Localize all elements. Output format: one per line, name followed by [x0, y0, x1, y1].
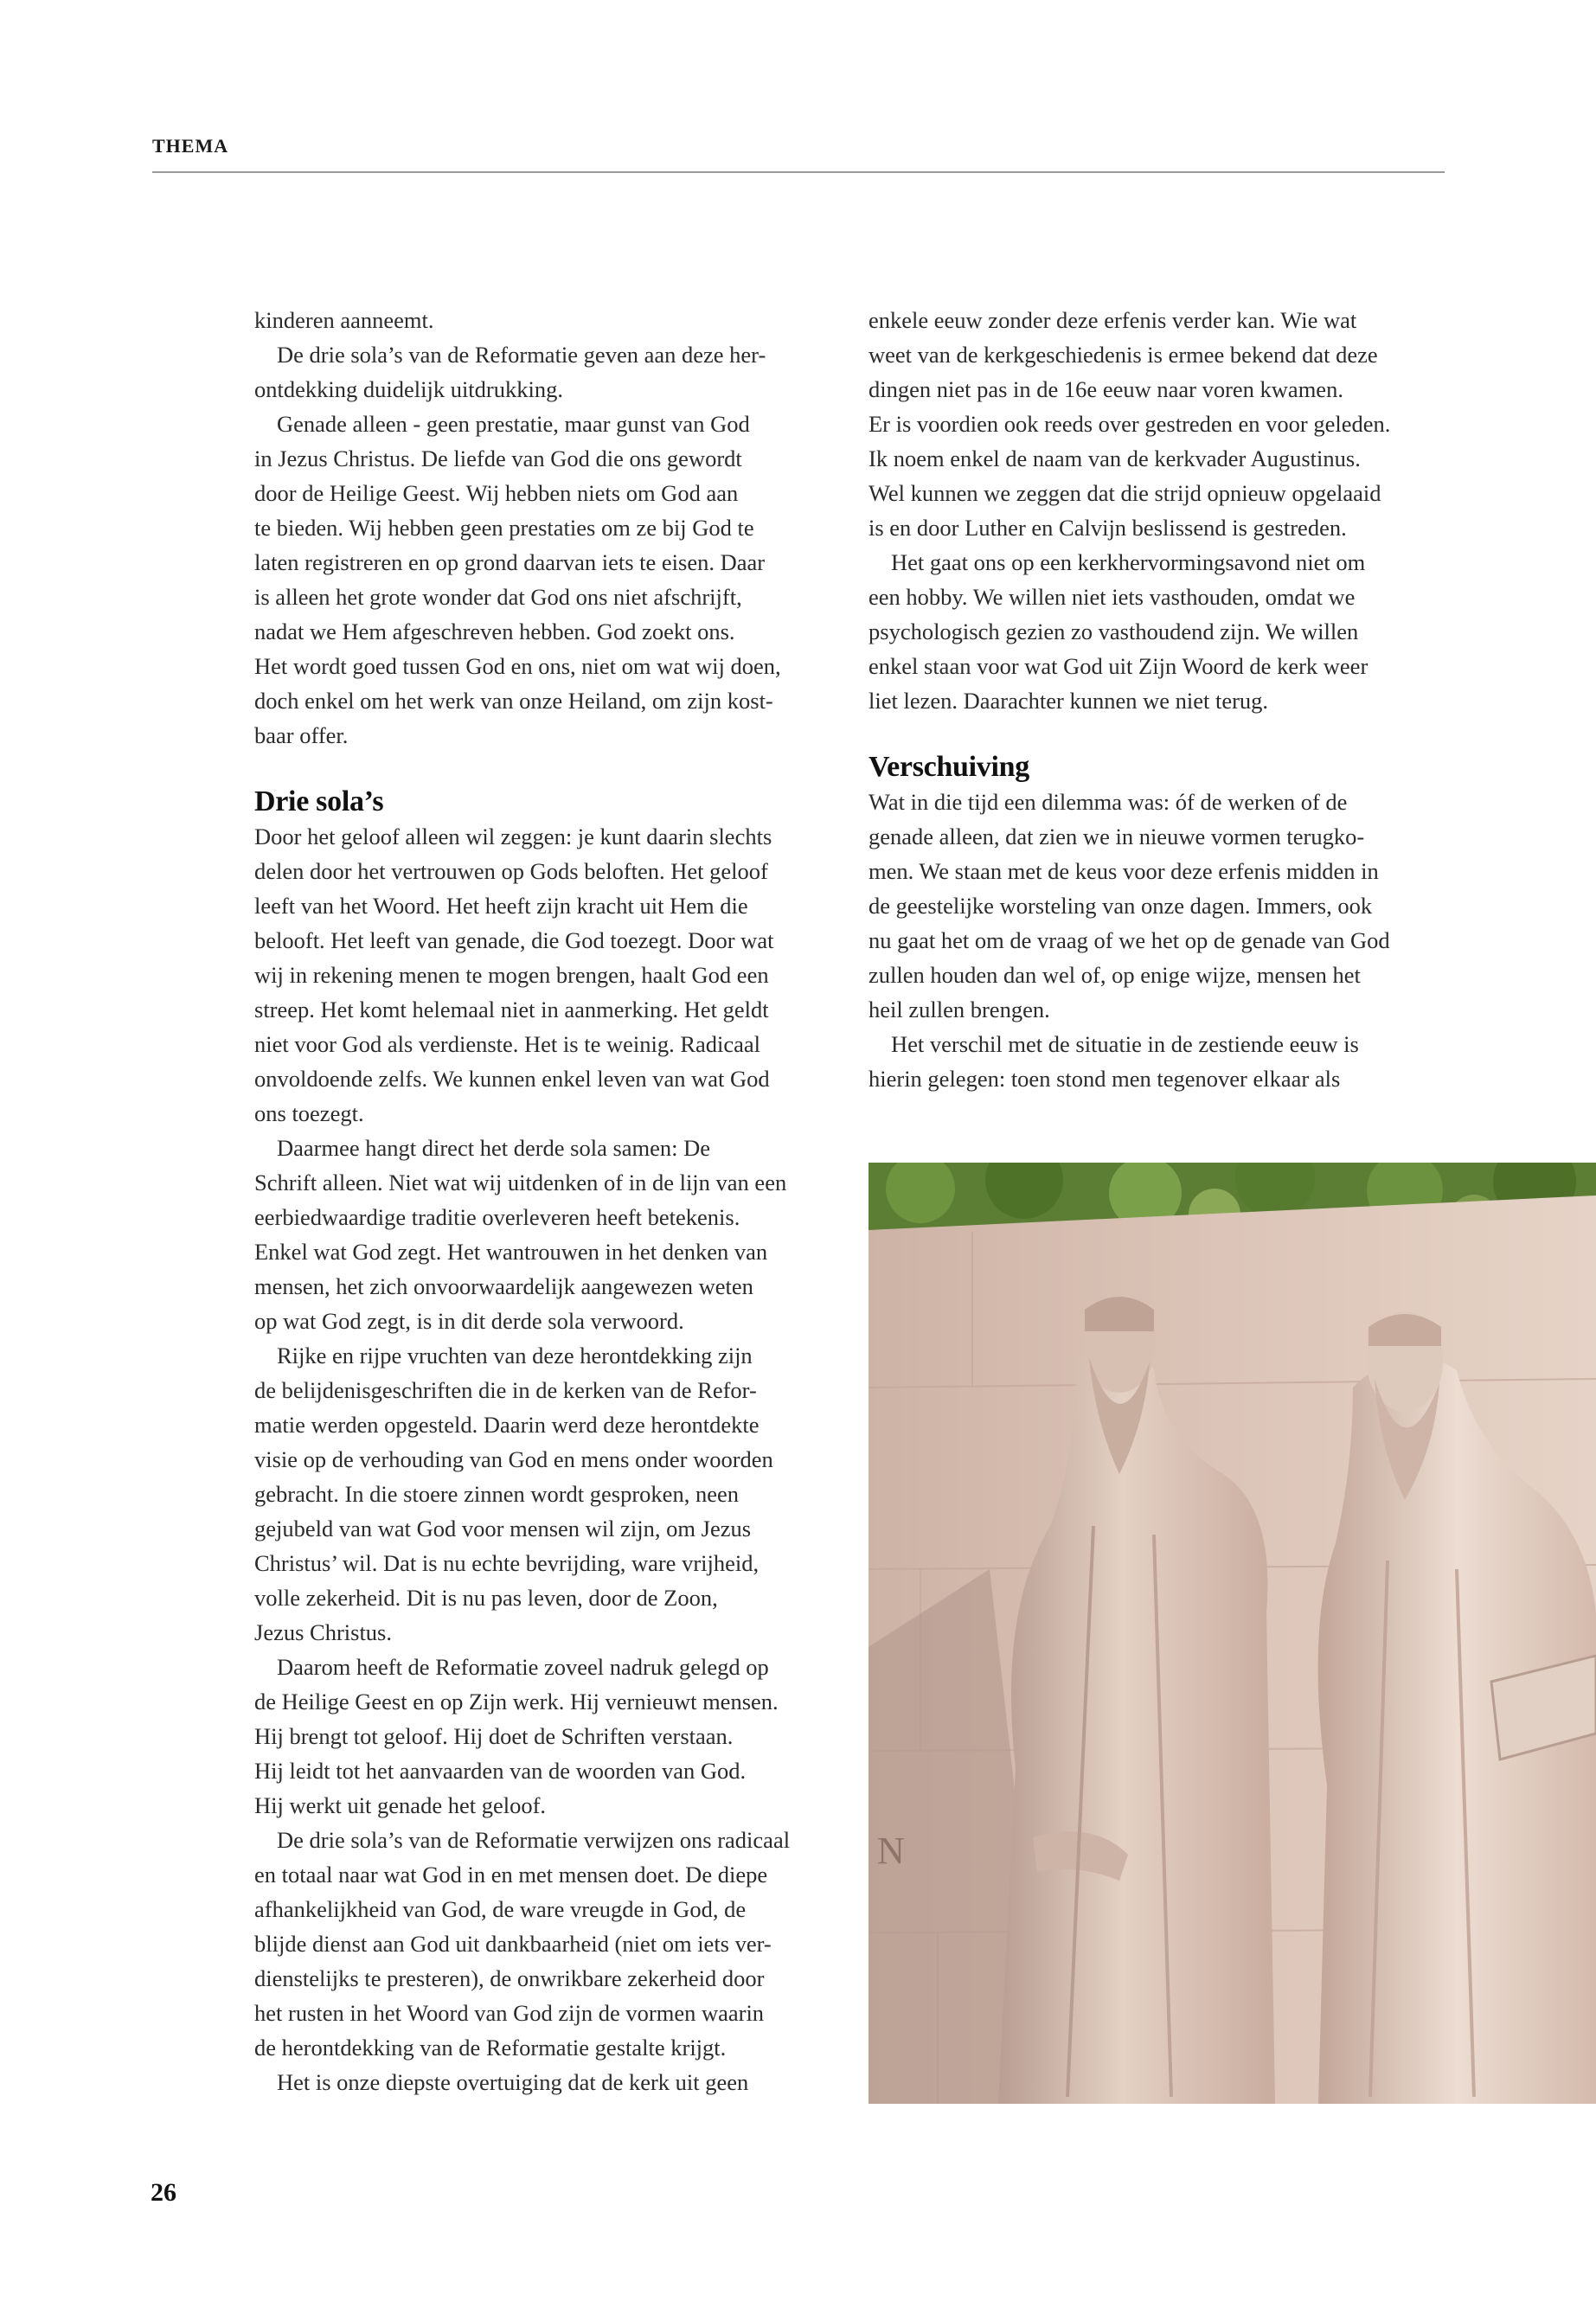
- body-text-line: door de Heilige Geest. Wij hebben niets om God aan: [254, 480, 739, 506]
- body-text-line: Wel kunnen we zeggen dat die strijd opnieuw opgelaaid: [869, 480, 1381, 506]
- body-text-line: de belijdenisgeschriften die in de kerken van de Refor-: [254, 1377, 757, 1403]
- body-text-line: Het gaat ons op een kerkhervormingsavond niet om: [891, 549, 1366, 575]
- body-text-line: men. We staan met de keus voor deze erfenis midden in: [869, 858, 1379, 884]
- body-text-line: Er is voordien ook reeds over gestreden en voor geleden.: [869, 411, 1391, 437]
- reformation-wall-photo: [869, 1163, 1596, 2104]
- body-text-line: mensen, het zich onvoorwaardelijk aangewezen weten: [254, 1273, 753, 1299]
- body-text-line: de herontdekking van de Reformatie gestalte krijgt.: [254, 2035, 727, 2061]
- body-text-line: volle zekerheid. Dit is nu pas leven, door de Zoon,: [254, 1585, 718, 1611]
- body-text-line: enkel staan voor wat God uit Zijn Woord de kerk weer: [869, 653, 1368, 679]
- article-column-left: [254, 303, 843, 2099]
- body-text-line: nu gaat het om de vraag of we het op de genade van God: [869, 927, 1390, 953]
- body-text-line: eerbiedwaardige traditie overleveren heeft betekenis.: [254, 1204, 740, 1230]
- body-text-line: Daarmee hangt direct het derde sola samen: De: [277, 1135, 711, 1161]
- body-text-line: in Jezus Christus. De liefde van God die ons gewordt: [254, 445, 742, 471]
- body-text-line: is en door Luther en Calvijn beslissend is gestreden.: [869, 515, 1347, 541]
- header-divider: [152, 171, 1445, 173]
- body-text-line: kinderen aanneemt.: [254, 307, 434, 333]
- body-text-line: Ik noem enkel de naam van de kerkvader Augustinus.: [869, 445, 1361, 471]
- body-text-line: matie werden opgesteld. Daarin werd deze herontdekte: [254, 1412, 760, 1438]
- body-text-line: een hobby. We willen niet iets vasthouden, omdat we: [869, 584, 1356, 610]
- body-text-line: onvoldoende zelfs. We kunnen enkel leven van wat God: [254, 1066, 770, 1092]
- body-text-line: psychologisch gezien zo vasthoudend zijn. We willen: [869, 619, 1359, 644]
- body-text-line: de geestelijke worsteling van onze dagen. Immers, ook: [869, 893, 1373, 919]
- body-text-line: delen door het vertrouwen op Gods beloften. Het geloof: [254, 858, 768, 884]
- body-text-line: gebracht. In die stoere zinnen wordt gesproken, neen: [254, 1481, 739, 1507]
- body-text-line: Het is onze diepste overtuiging dat de kerk uit geen: [277, 2069, 749, 2095]
- body-text-line: ontdekking duidelijk uitdrukking.: [254, 376, 563, 402]
- body-text-line: nadat we Hem afgeschreven hebben. God zoekt ons.: [254, 619, 735, 644]
- wall-inscription-letter: N: [877, 1830, 905, 1872]
- body-text-line: belooft. Het leeft van genade, die God toezegt. Door wat: [254, 927, 774, 953]
- article-column-right: [869, 303, 1457, 1096]
- body-text-line: Christus’ wil. Dat is nu echte bevrijding, ware vrijheid,: [254, 1550, 760, 1576]
- body-text-line: hierin gelegen: toen stond men tegenover elkaar als: [869, 1066, 1341, 1092]
- body-text-line: laten registreren en op grond daarvan iets te eisen. Daar: [254, 549, 766, 575]
- body-text-line: Hij brengt tot geloof. Hij doet de Schriften verstaan.: [254, 1723, 734, 1749]
- body-text-line: Rijke en rijpe vruchten van deze herontdekking zijn: [277, 1343, 753, 1368]
- section-heading: Drie sola’s: [254, 785, 384, 817]
- body-text-line: gejubeld van wat God voor mensen wil zijn, om Jezus: [254, 1516, 752, 1541]
- body-text-line: enkele eeuw zonder deze erfenis verder kan. Wie wat: [869, 307, 1357, 333]
- body-text-line: de Heilige Geest en op Zijn werk. Hij vernieuwt mensen.: [254, 1689, 779, 1715]
- paragraph-gap: [254, 753, 843, 785]
- body-text-line: afhankelijkheid van God, de ware vreugde in God, de: [254, 1896, 747, 1922]
- body-text-line: Het verschil met de situatie in de zestiende eeuw is: [891, 1031, 1359, 1057]
- body-text-line: Het wordt goed tussen God en ons, niet om wat wij doen,: [254, 653, 781, 679]
- body-text-line: te bieden. Wij hebben geen prestaties om ze bij God te: [254, 515, 754, 541]
- body-text-line: en totaal naar wat God in en met mensen doet. De diepe: [254, 1862, 768, 1888]
- body-text-line: Enkel wat God zegt. Het wantrouwen in het denken van: [254, 1239, 768, 1265]
- body-text-line: op wat God zegt, is in dit derde sola verwoord.: [254, 1308, 684, 1334]
- body-text-line: genade alleen, dat zien we in nieuwe vormen terugko-: [869, 824, 1365, 849]
- body-text-line: visie op de verhouding van God en mens onder woorden: [254, 1446, 773, 1472]
- body-text-line: dienstelijks te presteren), de onwrikbare zekerheid door: [254, 1965, 765, 1991]
- body-text-line: weet van de kerkgeschiedenis is ermee bekend dat deze: [869, 342, 1378, 368]
- body-text-line: De drie sola’s van de Reformatie geven aan deze her-: [277, 342, 766, 368]
- body-text-line: wij in rekening menen te mogen brengen, haalt God een: [254, 962, 769, 988]
- body-text-line: blijde dienst aan God uit dankbaarheid (niet om iets ver-: [254, 1931, 772, 1957]
- section-heading: Verschuiving: [869, 751, 1029, 783]
- body-text-line: het rusten in het Woord van God zijn de vormen waarin: [254, 2000, 765, 2026]
- body-text-line: dingen niet pas in de 16e eeuw naar voren kwamen.: [869, 376, 1343, 402]
- body-text-line: liet lezen. Daarachter kunnen we niet terug.: [869, 688, 1269, 714]
- body-text-line: Wat in die tijd een dilemma was: óf de werken of de: [869, 789, 1348, 815]
- body-text-line: Schrift alleen. Niet wat wij uitdenken of in de lijn van een: [254, 1170, 787, 1195]
- page-number: 26: [151, 2178, 176, 2207]
- body-text-line: niet voor God als verdienste. Het is te weinig. Radicaal: [254, 1031, 761, 1057]
- body-text-line: Door het geloof alleen wil zeggen: je kunt daarin slechts: [254, 824, 772, 849]
- body-text-line: Jezus Christus.: [254, 1619, 392, 1645]
- body-text-line: ons toezegt.: [254, 1100, 364, 1126]
- body-text-line: Genade alleen - geen prestatie, maar gunst van God: [277, 411, 750, 437]
- body-text-line: heil zullen brengen.: [869, 997, 1050, 1022]
- paragraph-gap: [869, 718, 1457, 750]
- body-text-line: Hij leidt tot het aanvaarden van de woorden van God.: [254, 1758, 747, 1784]
- body-text-line: streep. Het komt helemaal niet in aanmerking. Het geldt: [254, 997, 769, 1022]
- body-text-line: zullen houden dan wel of, op enige wijze, mensen het: [869, 962, 1361, 988]
- body-text-line: Daarom heeft de Reformatie zoveel nadruk gelegd op: [277, 1654, 769, 1680]
- body-text-line: baar offer.: [254, 722, 349, 748]
- body-text-line: leeft van het Woord. Het heeft zijn kracht uit Hem die: [254, 893, 748, 919]
- body-text-line: doch enkel om het werk van onze Heiland, om zijn kost-: [254, 688, 773, 714]
- body-text-line: Hij werkt uit genade het geloof.: [254, 1792, 547, 1818]
- section-label: THEMA: [152, 135, 229, 157]
- body-text-line: is alleen het grote wonder dat God ons niet afschrijft,: [254, 584, 742, 610]
- body-text-line: De drie sola’s van de Reformatie verwijzen ons radicaal: [277, 1827, 791, 1853]
